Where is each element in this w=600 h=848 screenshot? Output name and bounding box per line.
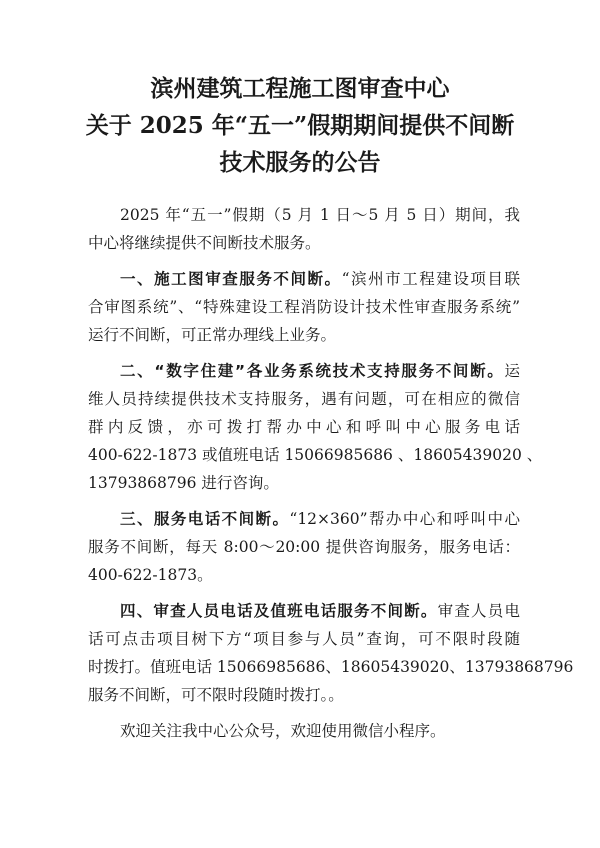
section-heading: 四、审查人员电话及值班电话服务不间断。 — [120, 602, 438, 620]
text-line: 时拨打。值班电话 15066985686、18605439020、13793868796 — [88, 658, 574, 676]
title-line-1: 滨州建筑工程施工图审查中心 — [150, 75, 450, 102]
paragraph-item-2 — [88, 357, 543, 497]
text-line: 服务不间断，每天 8:00～20:00 提供咨询服务，服务电话： — [88, 538, 520, 556]
text-line — [88, 597, 520, 625]
paragraph-intro — [88, 201, 520, 257]
text-span: 审查人员电 — [437, 602, 520, 620]
section-heading: 三、服务电话不间断。 — [120, 510, 290, 528]
text-span: 运 — [504, 362, 520, 380]
paragraph-item-1 — [88, 265, 520, 349]
text-line: 话可点击项目树下方“项目参与人员”查询，可不限时段随 — [88, 630, 520, 648]
text-line: 2025 年“五一”假期（5 月 1 日～5 月 5 日）期间，我 — [120, 206, 520, 224]
text-line — [88, 505, 520, 533]
section-heading: 一、施工图审查服务不间断。 — [120, 270, 342, 288]
text-line: 中心将继续提供不间断技术服务。 — [88, 234, 321, 252]
text-line: 13793868796 进行咨询。 — [88, 474, 279, 492]
document-body — [88, 201, 574, 753]
text-line: 维人员持续提供技术支持服务，遇有问题，可在相应的微信 — [88, 390, 520, 408]
text-line: 400-622-1873 或值班电话 15066985686 、18605439020 、 — [88, 446, 543, 464]
text-line: 群内反馈，亦可拨打帮办中心和呼叫中心服务电话 — [88, 418, 520, 436]
text-line: 服务不间断，可不限时段随时拨打。。 — [88, 686, 344, 704]
paragraph-item-4 — [88, 597, 574, 709]
text-span: “12×360”帮办中心和呼叫中心 — [289, 510, 520, 528]
document-title — [0, 70, 600, 181]
text-line — [88, 265, 520, 293]
paragraph-closing — [88, 717, 520, 745]
text-line: 欢迎关注我中心公众号，欢迎使用微信小程序。 — [120, 722, 446, 740]
text-span: “滨州市工程建设项目联 — [341, 270, 520, 288]
title-line-2: 关于 2025 年“五一”假期期间提供不间断 — [85, 112, 515, 139]
text-line: 400-622-1873。 — [88, 566, 213, 584]
text-line: 运行不间断，可正常办理线上业务。 — [88, 326, 337, 344]
paragraph-item-3 — [88, 505, 520, 589]
title-line-3: 技术服务的公告 — [219, 149, 381, 176]
text-line: 合审图系统”、“特殊建设工程消防设计技术性审查服务系统” — [88, 298, 520, 316]
text-line — [88, 357, 520, 385]
section-heading: 二、“数字住建”各业务系统技术支持服务不间断。 — [120, 362, 505, 380]
